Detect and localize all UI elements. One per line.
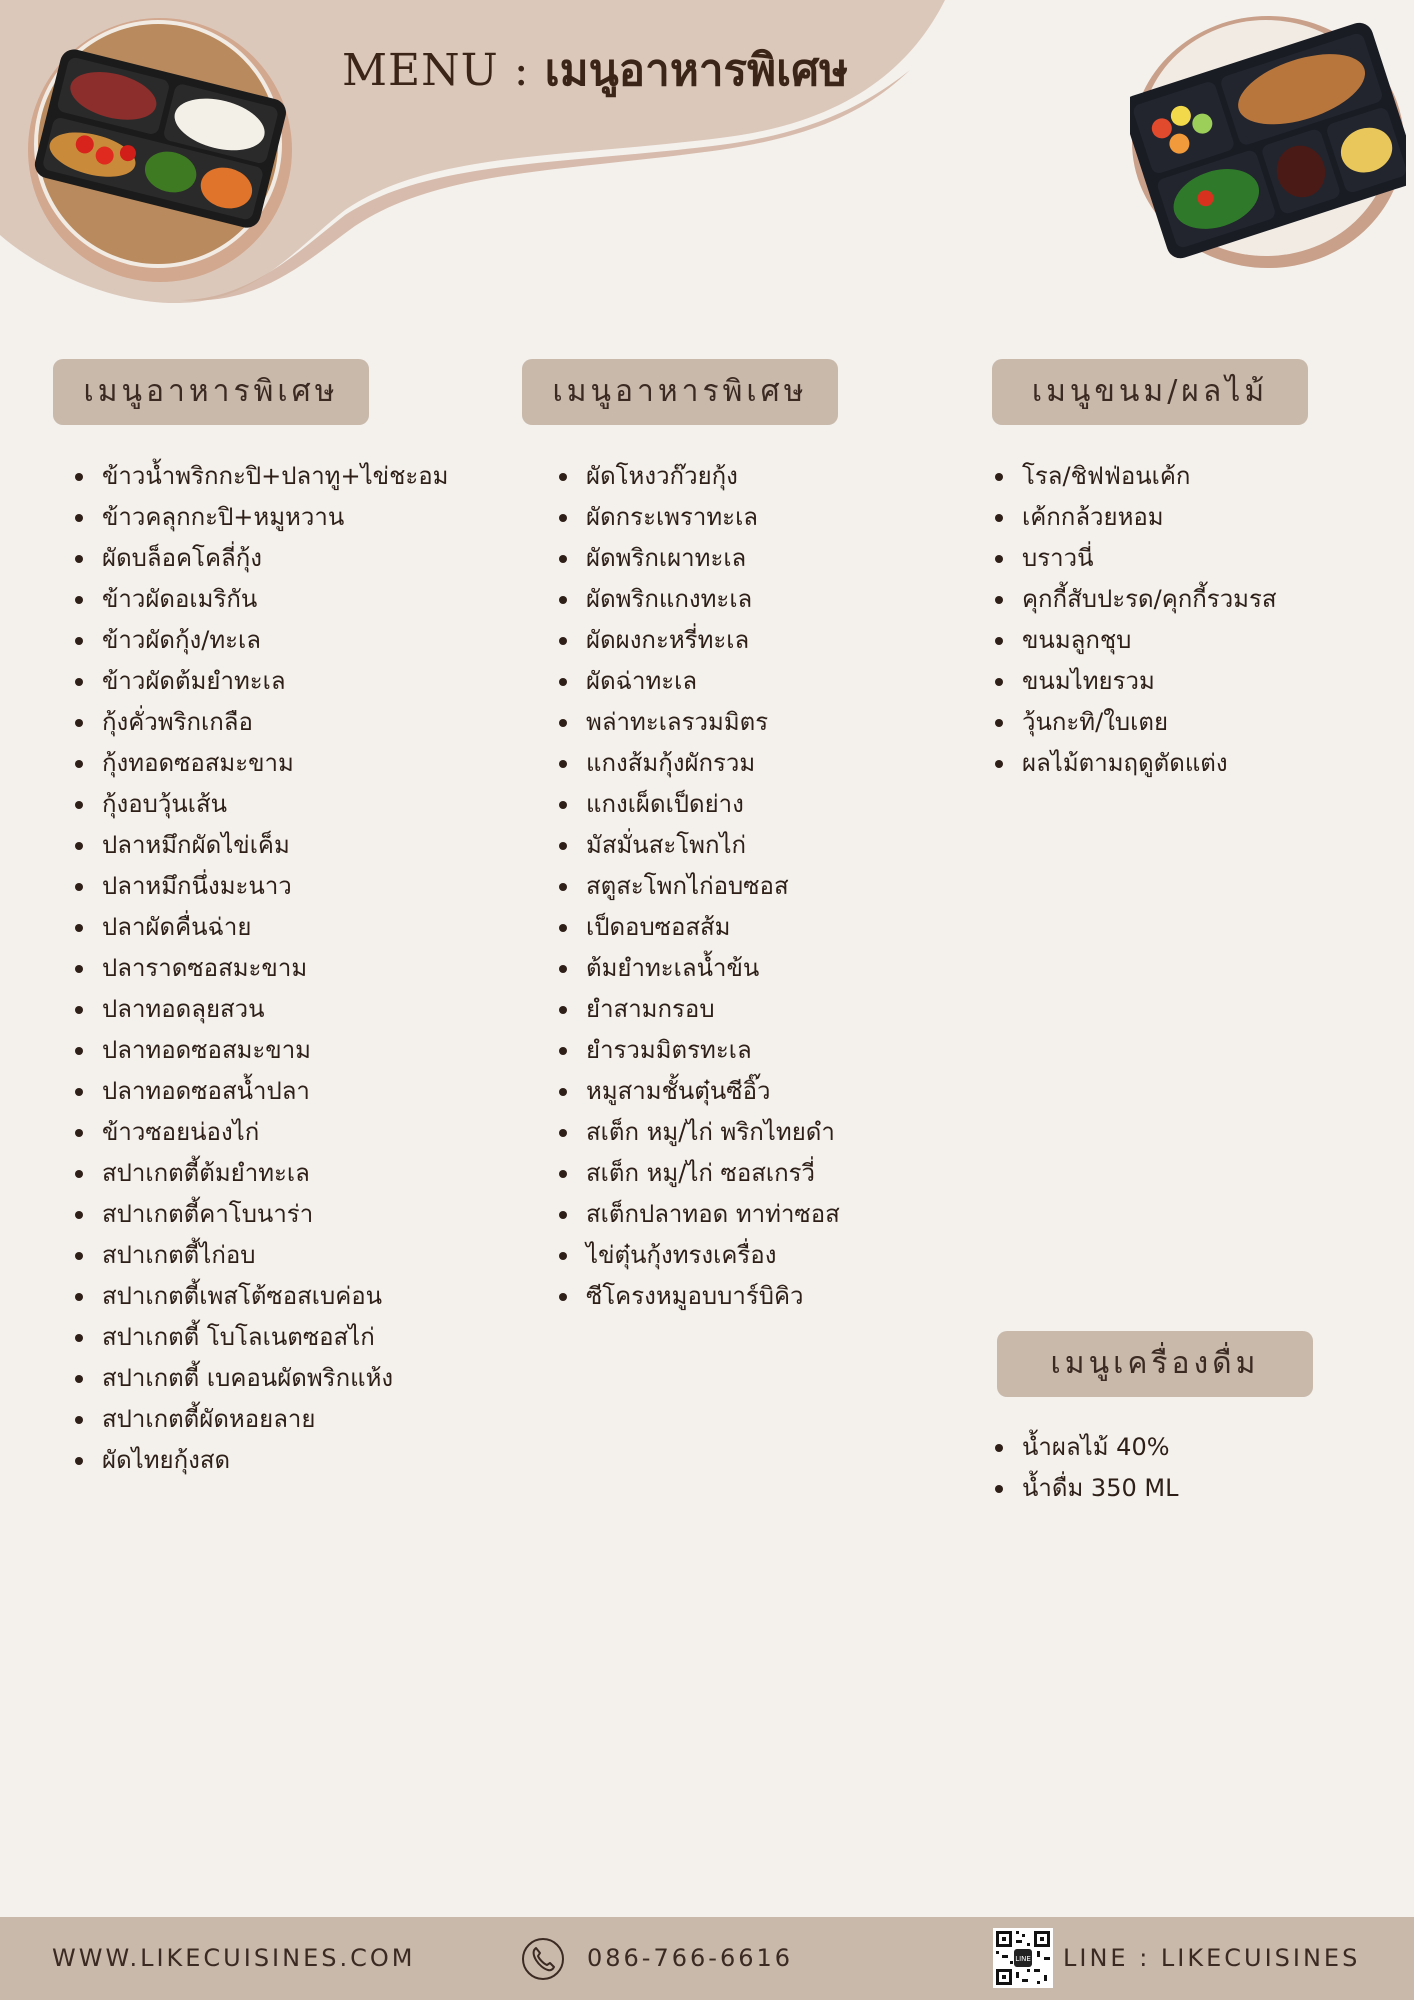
bento-photo-left — [28, 10, 298, 300]
menu-item: ผัดไทยกุ้งสด — [72, 1440, 449, 1481]
menu-title-latin: MENU : — [342, 45, 545, 96]
menu-item: ข้าวน้ำพริกกะปิ+ปลาทู+ไข่ชะอม — [72, 456, 449, 497]
menu-item: ไข่ตุ๋นกุ้งทรงเครื่อง — [556, 1235, 840, 1276]
menu-item: มัสมั่นสะโพกไก่ — [556, 825, 840, 866]
menu-item: ผัดกระเพราทะเล — [556, 497, 840, 538]
menu-item: น้ำผลไม้ 40% — [992, 1427, 1178, 1468]
menu-item: ผัดบล็อคโคลี่กุ้ง — [72, 538, 449, 579]
menu-item: ผัดพริกเผาทะเล — [556, 538, 840, 579]
footer-website[interactable]: WWW.LIKECUISINES.COM — [52, 1944, 416, 1972]
menu-item: ข้าวผัดกุ้ง/ทะเล — [72, 620, 449, 661]
menu-item: ยำรวมมิตรทะเล — [556, 1030, 840, 1071]
menu-item: คุกกี้สับปะรด/คุกกี้รวมรส — [992, 579, 1277, 620]
menu-item: สปาเกตตี้ไก่อบ — [72, 1235, 449, 1276]
menu-item: ปลาทอดซอสน้ำปลา — [72, 1071, 449, 1112]
section-header-special-2: เมนูอาหารพิเศษ — [522, 359, 838, 425]
menu-item: สปาเกตตี้ต้มยำทะเล — [72, 1153, 449, 1194]
menu-item: ซีโครงหมูอบบาร์บิคิว — [556, 1276, 840, 1317]
menu-item: ผลไม้ตามฤดูตัดแต่ง — [992, 743, 1277, 784]
menu-item: ปลาหมึกนึ่งมะนาว — [72, 866, 449, 907]
menu-item: ขนมลูกชุบ — [992, 620, 1277, 661]
footer-phone[interactable]: 086-766-6616 — [587, 1944, 794, 1972]
menu-item: สปาเกตตี้ผัดหอยลาย — [72, 1399, 449, 1440]
menu-item: สเต็ก หมู/ไก่ ซอสเกรวี่ — [556, 1153, 840, 1194]
menu-item: ยำสามกรอบ — [556, 989, 840, 1030]
menu-list-dessert — [992, 456, 1277, 784]
menu-item: สตูสะโพกไก่อบซอส — [556, 866, 840, 907]
menu-item: แกงส้มกุ้งผักรวม — [556, 743, 840, 784]
menu-list-special-1 — [72, 456, 449, 1481]
menu-item: ขนมไทยรวม — [992, 661, 1277, 702]
menu-item: ข้าวผัดต้มยำทะเล — [72, 661, 449, 702]
section-header-special-1: เมนูอาหารพิเศษ — [53, 359, 369, 425]
qr-code-icon — [993, 1928, 1053, 1988]
section-header-dessert: เมนูขนม/ผลไม้ — [992, 359, 1308, 425]
menu-list-special-2 — [556, 456, 840, 1317]
menu-item: เค้กกล้วยหอม — [992, 497, 1277, 538]
svg-text:LINE: LINE — [1015, 1955, 1031, 1963]
menu-item: กุ้งอบวุ้นเส้น — [72, 784, 449, 825]
menu-list-drinks — [992, 1427, 1178, 1509]
menu-item: เป็ดอบซอสส้ม — [556, 907, 840, 948]
menu-item: ปลาหมึกผัดไข่เค็ม — [72, 825, 449, 866]
menu-item: ต้มยำทะเลน้ำข้น — [556, 948, 840, 989]
menu-title-thai: เมนูอาหารพิเศษ — [544, 45, 849, 96]
bento-photo-right — [1130, 8, 1406, 270]
footer-bar — [0, 1917, 1414, 2000]
menu-item: สปาเกตตี้คาโบนาร่า — [72, 1194, 449, 1235]
menu-item: สปาเกตตี้เพสโต้ซอสเบค่อน — [72, 1276, 449, 1317]
menu-item: กุ้งทอดซอสมะขาม — [72, 743, 449, 784]
menu-item: ผัดพริกแกงทะเล — [556, 579, 840, 620]
menu-item: ผัดฉ่าทะเล — [556, 661, 840, 702]
menu-item: โรล/ชิฟฟ่อนเค้ก — [992, 456, 1277, 497]
menu-item: ปลาผัดคื่นฉ่าย — [72, 907, 449, 948]
menu-item: สปาเกตตี้ โบโลเนตซอสไก่ — [72, 1317, 449, 1358]
menu-item: แกงเผ็ดเป็ดย่าง — [556, 784, 840, 825]
menu-item: ปลาทอดลุยสวน — [72, 989, 449, 1030]
menu-item: น้ำดื่ม 350 ML — [992, 1468, 1178, 1509]
menu-item: ข้าวซอยน่องไก่ — [72, 1112, 449, 1153]
menu-item: ผัดผงกะหรี่ทะเล — [556, 620, 840, 661]
menu-item: กุ้งคั่วพริกเกลือ — [72, 702, 449, 743]
menu-item: พล่าทะเลรวมมิตร — [556, 702, 840, 743]
menu-item: หมูสามชั้นตุ๋นซีอิ๊ว — [556, 1071, 840, 1112]
section-header-drinks: เมนูเครื่องดื่ม — [997, 1331, 1313, 1397]
menu-item: สเต็กปลาทอด ทาท่าซอส — [556, 1194, 840, 1235]
footer-line-id[interactable]: LINE : LIKECUISINES — [1063, 1944, 1361, 1972]
menu-item: สเต็ก หมู/ไก่ พริกไทยดำ — [556, 1112, 840, 1153]
phone-icon — [520, 1936, 566, 1982]
menu-item: ข้าวผัดอเมริกัน — [72, 579, 449, 620]
menu-item: ปลาทอดซอสมะขาม — [72, 1030, 449, 1071]
menu-item: บราวนี่ — [992, 538, 1277, 579]
menu-item: ผัดโหงวก๊วยกุ้ง — [556, 456, 840, 497]
menu-item: วุ้นกะทิ/ใบเตย — [992, 702, 1277, 743]
menu-item: ข้าวคลุกกะปิ+หมูหวาน — [72, 497, 449, 538]
menu-item: ปลาราดซอสมะขาม — [72, 948, 449, 989]
menu-title — [342, 36, 942, 106]
menu-item: สปาเกตตี้ เบคอนผัดพริกแห้ง — [72, 1358, 449, 1399]
